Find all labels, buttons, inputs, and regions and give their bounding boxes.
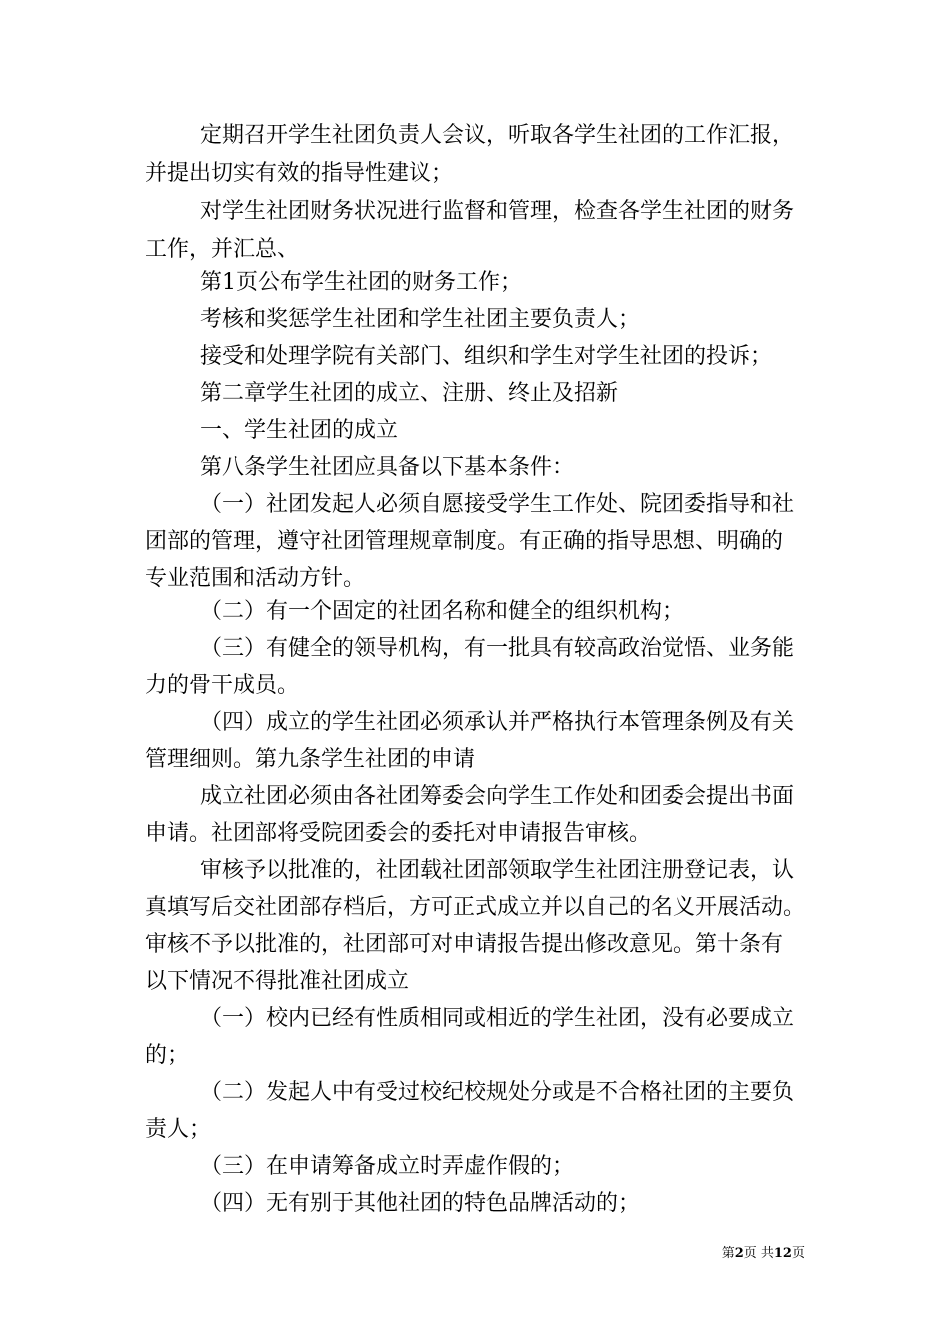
- text-line-26: 的；: [145, 1043, 190, 1068]
- text-line-25: （一）校内已经有性质相同或相近的学生社团，没有必要成立: [200, 1006, 795, 1031]
- footer-prefix: 第: [721, 1246, 735, 1261]
- text-line-17: （四）成立的学生社团必须承认并严格执行本管理条例及有关: [200, 710, 795, 735]
- footer-middle: 页 共: [743, 1246, 774, 1261]
- text-line-3: 对学生社团财务状况进行监督和管理，检查各学生社团的财务: [200, 199, 795, 224]
- text-line-7: 接受和处理学院有关部门、组织和学生对学生社团的投诉；: [200, 344, 773, 369]
- text-line-23: 审核不予以批准的，社团部可对申请报告提出修改意见。第十条有: [145, 932, 784, 957]
- chapter-heading: 第二章学生社团的成立、注册、终止及招新: [200, 381, 619, 406]
- text-line-15: （三）有健全的领导机构，有一批具有较高政治觉悟、业务能: [200, 636, 795, 661]
- text-line-22: 真填写后交社团部存档后，方可正式成立并以自己的名义开展活动。: [145, 895, 806, 920]
- text-line-27: （二）发起人中有受过校纪校规处分或是不合格社团的主要负: [200, 1080, 795, 1105]
- text-line-29: （三）在申请筹备成立时弄虚作假的；: [200, 1154, 575, 1179]
- footer-suffix: 页: [791, 1246, 805, 1261]
- text-line-14: （二）有一个固定的社团名称和健全的组织机构；: [200, 599, 685, 624]
- article-heading: 第八条学生社团应具备以下基本条件：: [200, 455, 575, 480]
- text-line-11: （一）社团发起人必须自愿接受学生工作处、院团委指导和社: [200, 492, 795, 517]
- text-line-21: 审核予以批准的，社团载社团部领取学生社团注册登记表，认: [200, 858, 795, 883]
- footer-current-page: 2: [734, 1246, 744, 1261]
- section-heading: 一、学生社团的成立: [200, 418, 399, 443]
- text-line-4: 工作，并汇总、: [145, 237, 300, 262]
- text-line-12: 团部的管理，遵守社团管理规章制度。有正确的指导思想、明确的: [145, 529, 784, 554]
- text-line-2: 并提出切实有效的指导性建议；: [145, 161, 454, 186]
- text-line-1: 定期召开学生社团负责人会议，听取各学生社团的工作汇报，: [200, 123, 795, 148]
- text-line-6: 考核和奖惩学生社团和学生社团主要负责人；: [200, 307, 641, 332]
- footer-total-pages: 12: [773, 1246, 792, 1261]
- page-number-footer: [722, 1245, 805, 1263]
- text-line-24: 以下情况不得批准社团成立: [145, 969, 410, 994]
- text-line-19: 成立社团必须由各社团筹委会向学生工作处和团委会提出书面: [200, 784, 795, 809]
- text-line-5: 第1页公布学生社团的财务工作；: [200, 270, 522, 295]
- text-line-28: 责人；: [145, 1117, 212, 1142]
- text-line-20: 申请。社团部将受院团委会的委托对申请报告审核。: [145, 821, 652, 846]
- text-line-16: 力的骨干成员。: [145, 673, 300, 698]
- text-line-30: （四）无有别于其他社团的特色品牌活动的；: [200, 1191, 641, 1216]
- text-line-13: 专业范围和活动方针。: [145, 566, 366, 591]
- text-line-18: 管理细则。第九条学生社团的申请: [145, 747, 476, 772]
